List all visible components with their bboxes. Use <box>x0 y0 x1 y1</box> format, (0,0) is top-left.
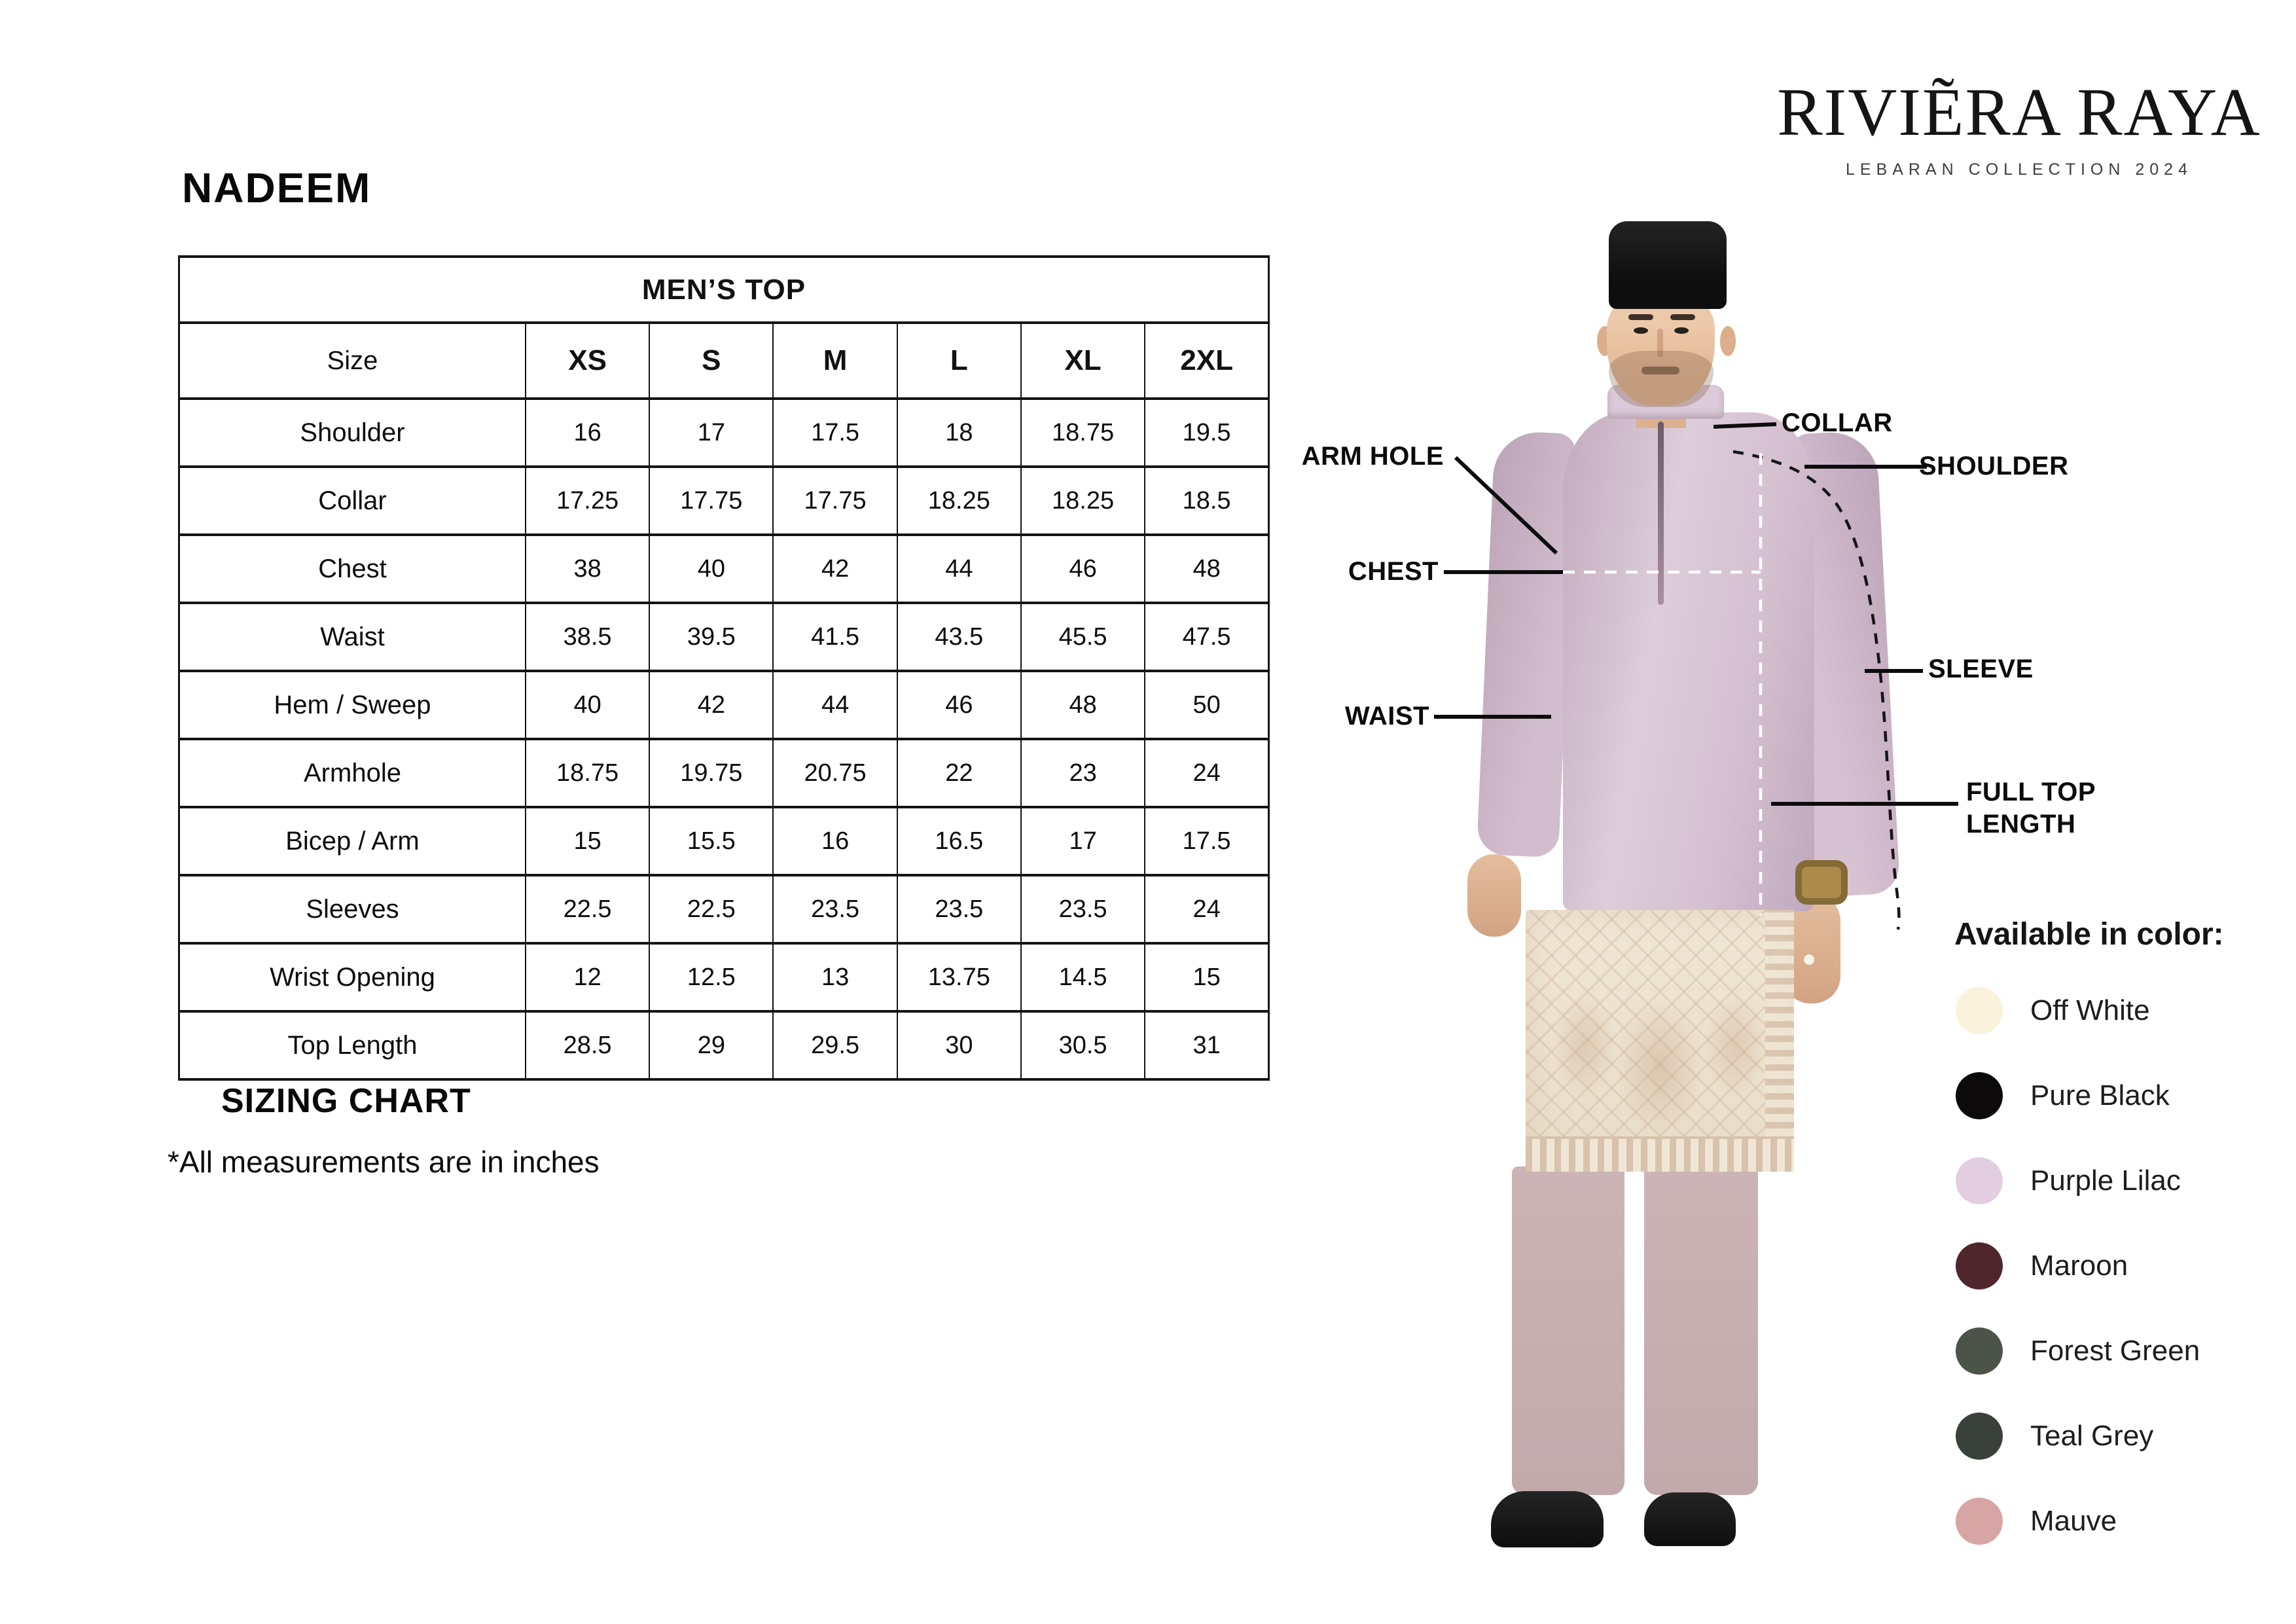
measurement-value: 12 <box>526 943 649 1011</box>
measurement-value: 13.75 <box>897 943 1021 1011</box>
sampin-skirt <box>1526 910 1794 1172</box>
measurement-value: 19.5 <box>1145 399 1268 467</box>
baju-top <box>1563 412 1814 911</box>
left-eye <box>1634 327 1648 334</box>
table-row <box>179 535 1269 603</box>
size-column-header: S <box>649 323 773 399</box>
measurement-value: 44 <box>773 671 897 739</box>
size-column-header: 2XL <box>1145 323 1268 399</box>
left-eyebrow <box>1628 314 1653 320</box>
measurement-value: 30.5 <box>1021 1011 1145 1079</box>
measurement-value: 14.5 <box>1021 943 1145 1011</box>
measurement-value: 12.5 <box>649 943 773 1011</box>
brand-logo: RIVIẼRA RAYA <box>1777 75 2261 150</box>
color-option <box>1956 1157 2200 1204</box>
measurement-value: 15 <box>526 807 649 875</box>
measurement-value: 22 <box>897 739 1021 807</box>
measurement-value: 48 <box>1145 535 1268 603</box>
measurement-label: Sleeves <box>179 875 526 943</box>
label-arm-hole: ARM HOLE <box>1301 442 1444 471</box>
measurement-value: 48 <box>1021 671 1145 739</box>
measurement-value: 19.75 <box>649 739 773 807</box>
measurement-value: 17.5 <box>1145 807 1268 875</box>
measurement-value: 43.5 <box>897 603 1021 671</box>
color-name: Pure Black <box>2030 1079 2170 1111</box>
right-shoe <box>1644 1492 1736 1546</box>
measurement-label: Collar <box>179 467 526 535</box>
measurement-value: 17 <box>649 399 773 467</box>
measurement-value: 17.75 <box>773 467 897 535</box>
measurement-value: 31 <box>1145 1011 1268 1079</box>
measurement-value: 38.5 <box>526 603 649 671</box>
measurement-value: 17.75 <box>649 467 773 535</box>
table-row <box>179 399 1269 467</box>
color-option <box>1956 1413 2200 1460</box>
color-name: Off White <box>2030 994 2150 1026</box>
color-option <box>1956 987 2200 1034</box>
table-row <box>179 467 1269 535</box>
measurement-value: 29 <box>649 1011 773 1079</box>
size-column-header: XL <box>1021 323 1145 399</box>
measurement-value: 23.5 <box>1021 875 1145 943</box>
measurement-value: 41.5 <box>773 603 897 671</box>
mustache <box>1641 367 1679 374</box>
product-title: NADEEM <box>182 164 372 211</box>
measurement-label: Wrist Opening <box>179 943 526 1011</box>
measurement-value: 17 <box>1021 807 1145 875</box>
table-row <box>179 1011 1269 1079</box>
measurement-value: 23.5 <box>897 875 1021 943</box>
measurement-value: 23 <box>1021 739 1145 807</box>
size-column-header: M <box>773 323 897 399</box>
measurement-label: Armhole <box>179 739 526 807</box>
right-eye <box>1674 327 1689 334</box>
measurement-value: 18.5 <box>1145 467 1268 535</box>
brand-block <box>1761 73 2278 179</box>
measurement-value: 16.5 <box>897 807 1021 875</box>
measurement-value: 18.25 <box>897 467 1021 535</box>
measurement-value: 50 <box>1145 671 1268 739</box>
songkok-hat <box>1609 221 1727 309</box>
table-title-row <box>179 257 1269 323</box>
sampin-side-border <box>1765 910 1794 1172</box>
label-chest: CHEST <box>1348 557 1439 586</box>
size-header-row <box>179 323 1269 399</box>
label-waist: WAIST <box>1344 702 1429 731</box>
measurement-label: Waist <box>179 603 526 671</box>
measurement-value: 24 <box>1145 739 1268 807</box>
colors-heading: Available in color: <box>1954 917 2224 952</box>
label-shoulder: SHOULDER <box>1919 452 2069 480</box>
measurement-value: 44 <box>897 535 1021 603</box>
right-ear <box>1720 326 1736 356</box>
color-name: Mauve <box>2030 1505 2117 1537</box>
measurement-value: 46 <box>897 671 1021 739</box>
label-full-top-length: FULL TOP LENGTH <box>1966 778 2096 839</box>
measurement-value: 15.5 <box>649 807 773 875</box>
label-sleeve: SLEEVE <box>1928 655 2034 683</box>
sampin-bottom-border <box>1526 1136 1794 1172</box>
beard <box>1609 351 1713 407</box>
size-column-header: XS <box>526 323 649 399</box>
measurement-value: 18.75 <box>1021 399 1145 467</box>
measurement-value: 18 <box>897 399 1021 467</box>
color-name: Teal Grey <box>2030 1420 2154 1452</box>
left-sleeve <box>1477 431 1577 858</box>
wrist-watch <box>1795 860 1848 905</box>
color-option <box>1956 1242 2200 1290</box>
measurement-value: 28.5 <box>526 1011 649 1079</box>
color-list <box>1956 987 2200 1545</box>
left-hand <box>1467 854 1521 937</box>
table-row <box>179 875 1269 943</box>
placket-slit <box>1658 422 1664 605</box>
brand-collection: LEBARAN COLLECTION 2024 <box>1846 160 2193 179</box>
color-name: Purple Lilac <box>2030 1164 2181 1197</box>
measurement-label: Chest <box>179 535 526 603</box>
measurement-value: 18.25 <box>1021 467 1145 535</box>
measurement-value: 39.5 <box>649 603 773 671</box>
measurement-value: 15 <box>1145 943 1268 1011</box>
measurement-value: 45.5 <box>1021 603 1145 671</box>
table-row <box>179 739 1269 807</box>
sizing-table <box>178 255 1270 1060</box>
measurement-value: 13 <box>773 943 897 1011</box>
table-row <box>179 671 1269 739</box>
label-collar: COLLAR <box>1782 408 1893 437</box>
table-row <box>179 943 1269 1011</box>
measurement-label: Top Length <box>179 1011 526 1079</box>
measurement-value: 22.5 <box>649 875 773 943</box>
measurement-value: 20.75 <box>773 739 897 807</box>
size-column-header: L <box>897 323 1021 399</box>
measurement-value: 29.5 <box>773 1011 897 1079</box>
measurement-label: Shoulder <box>179 399 526 467</box>
measurement-value: 18.75 <box>526 739 649 807</box>
measurement-value: 42 <box>649 671 773 739</box>
measurement-value: 42 <box>773 535 897 603</box>
measurements-note: *All measurements are in inches <box>168 1145 600 1179</box>
measurement-value: 16 <box>773 807 897 875</box>
left-shoe <box>1491 1491 1604 1547</box>
color-option <box>1956 1327 2200 1375</box>
measurement-value: 40 <box>649 535 773 603</box>
pants-right-leg <box>1644 1166 1758 1495</box>
color-name: Forest Green <box>2030 1335 2200 1367</box>
measurement-value: 46 <box>1021 535 1145 603</box>
measurement-value: 17.25 <box>526 467 649 535</box>
ring <box>1804 954 1814 965</box>
table-row <box>179 603 1269 671</box>
measurement-value: 16 <box>526 399 649 467</box>
measurement-value: 22.5 <box>526 875 649 943</box>
measurement-value: 38 <box>526 535 649 603</box>
color-option <box>1956 1072 2200 1119</box>
measurement-value: 40 <box>526 671 649 739</box>
pants-left-leg <box>1512 1166 1624 1495</box>
table-title: MEN’S TOP <box>179 257 1269 323</box>
color-name: Maroon <box>2030 1250 2128 1282</box>
measurement-value: 23.5 <box>773 875 897 943</box>
measurement-value: 17.5 <box>773 399 897 467</box>
measurement-value: 24 <box>1145 875 1268 943</box>
measurement-value: 47.5 <box>1145 603 1268 671</box>
sizing-chart-heading: SIZING CHART <box>221 1082 471 1120</box>
color-option <box>1956 1498 2200 1545</box>
measurement-label: Bicep / Arm <box>179 807 526 875</box>
size-header-label: Size <box>179 323 526 399</box>
measurement-value: 30 <box>897 1011 1021 1079</box>
measurement-label: Hem / Sweep <box>179 671 526 739</box>
right-eyebrow <box>1670 314 1695 320</box>
table-row <box>179 807 1269 875</box>
